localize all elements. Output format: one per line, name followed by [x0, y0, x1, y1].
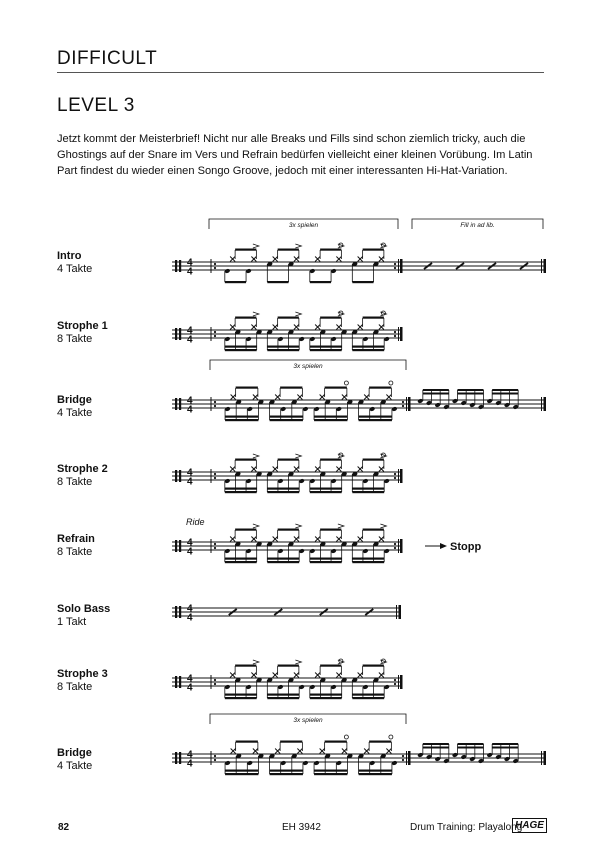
accent-mark — [253, 312, 259, 316]
intro-paragraph: Jetzt kommt der Meisterbrief! Nicht nur alle Breaks und Fills sind schon ziemlich tricky, auch die Ghostings auf der Snare im Vers und Refrain bedürfen vielleicht einer kleinen Vorübung. Im Latin Part findest du wieder einen Songo Groove, jedoch mit einer interessanten Hi-Hat-Variation. — [57, 133, 533, 177]
beam — [352, 694, 384, 696]
barline-thick — [400, 539, 403, 553]
barline-thick — [544, 397, 547, 411]
beam — [310, 488, 342, 490]
repeat-dot — [214, 473, 216, 475]
ride-label: Ride — [186, 517, 205, 527]
notation-row — [172, 360, 546, 421]
beam — [267, 488, 299, 490]
beam — [236, 387, 258, 389]
beam — [492, 747, 518, 749]
beam — [225, 558, 257, 560]
beam — [267, 694, 299, 696]
beam — [352, 561, 384, 563]
beam — [369, 387, 391, 389]
accent-mark — [295, 244, 301, 248]
repeat-dot — [394, 331, 396, 333]
time-signature-bottom: 4 — [187, 546, 193, 558]
beam — [267, 491, 299, 493]
beam — [280, 741, 302, 743]
beam — [363, 459, 384, 461]
catalog-code: EH 3942 — [282, 822, 321, 833]
beam — [352, 281, 373, 283]
time-signature-top: 4 — [187, 467, 193, 479]
beam — [352, 349, 384, 351]
repeat-dot — [214, 477, 216, 479]
repeat-dot — [394, 543, 396, 545]
section-name: Strophe 2 — [57, 463, 108, 475]
repeat-dot — [394, 477, 396, 479]
beam — [235, 665, 256, 667]
beam — [278, 249, 299, 251]
beam — [235, 529, 256, 531]
beam — [325, 741, 347, 743]
beam — [310, 561, 342, 563]
bracket-label: 3x spielen — [293, 363, 323, 370]
beam — [359, 416, 392, 418]
beam — [359, 770, 392, 772]
accent-mark — [253, 244, 259, 248]
time-signature-bottom: 4 — [187, 334, 193, 346]
beam — [314, 773, 347, 775]
publisher-logo: HAGE — [512, 818, 547, 833]
beam — [320, 317, 341, 319]
stopp-label: Stopp — [450, 541, 482, 553]
level-title: LEVEL 3 — [57, 95, 135, 116]
bracket-label: 3x spielen — [288, 222, 319, 229]
beam — [369, 741, 391, 743]
beam — [492, 743, 518, 745]
notation-row — [172, 604, 401, 624]
beam — [352, 697, 384, 699]
beam — [310, 694, 342, 696]
section-title: DIFFICULT — [57, 48, 158, 69]
section-bar-count: 8 Takte — [57, 546, 93, 558]
time-signature-bottom: 4 — [187, 682, 193, 694]
repeat-dot — [214, 331, 216, 333]
beam — [314, 419, 347, 421]
repeat-dot — [394, 679, 396, 681]
page-number: 82 — [58, 822, 70, 833]
repeat-dot — [214, 547, 216, 549]
beam — [310, 281, 331, 283]
beam — [310, 697, 342, 699]
section-bar-count: 8 Takte — [57, 476, 93, 488]
beam — [359, 773, 392, 775]
beam — [458, 747, 484, 749]
section-bar-count: 4 Takte — [57, 263, 93, 275]
repeat-dot — [402, 401, 404, 403]
beam — [225, 488, 257, 490]
beam — [225, 349, 257, 351]
beam — [225, 491, 257, 493]
time-signature-bottom: 4 — [187, 404, 193, 416]
beam — [225, 770, 258, 772]
beam — [423, 389, 449, 391]
beam — [320, 665, 341, 667]
beam — [278, 317, 299, 319]
beam — [363, 249, 384, 251]
beam — [225, 281, 246, 283]
beam — [492, 393, 518, 395]
beam — [235, 317, 256, 319]
repeat-dot — [214, 543, 216, 545]
section-name: Solo Bass — [57, 603, 111, 615]
time-signature-bottom: 4 — [187, 758, 193, 770]
section-bar-count: 1 Takt — [57, 616, 87, 628]
accent-mark — [253, 660, 259, 664]
time-signature-top: 4 — [187, 749, 193, 761]
repeat-dot — [214, 335, 216, 337]
beam — [267, 281, 288, 283]
repeat-dot — [214, 405, 216, 407]
time-signature-top: 4 — [187, 537, 193, 549]
arrow-head — [440, 543, 447, 549]
beam — [310, 558, 342, 560]
barline-thick — [400, 469, 403, 483]
beam — [352, 346, 384, 348]
repeat-dot — [394, 335, 396, 337]
beam — [278, 459, 299, 461]
beam — [225, 416, 258, 418]
repeat-dot — [394, 547, 396, 549]
beam — [423, 747, 449, 749]
repeat-dot — [214, 401, 216, 403]
time-signature-top: 4 — [187, 257, 193, 269]
open-hihat-mark — [389, 381, 393, 385]
beam — [352, 488, 384, 490]
time-signature-top: 4 — [187, 325, 193, 337]
barline-thick — [400, 675, 403, 689]
accent-mark — [380, 524, 386, 528]
beam — [314, 770, 347, 772]
beam — [270, 416, 303, 418]
open-hihat-mark — [344, 381, 348, 385]
accent-mark — [295, 312, 301, 316]
notation-row — [172, 219, 546, 283]
time-signature-bottom: 4 — [187, 266, 193, 278]
beam — [278, 529, 299, 531]
beam — [278, 665, 299, 667]
beam — [235, 249, 256, 251]
beam — [267, 346, 299, 348]
section-name: Refrain — [57, 533, 95, 545]
accent-mark — [295, 660, 301, 664]
beam — [314, 416, 347, 418]
repeat-dot — [394, 473, 396, 475]
beam — [458, 389, 484, 391]
beam — [270, 770, 303, 772]
accent-mark — [295, 454, 301, 458]
beam — [267, 561, 299, 563]
barline-thick — [544, 259, 547, 273]
beam — [423, 743, 449, 745]
beam — [458, 743, 484, 745]
repeat-dot — [214, 683, 216, 685]
beam — [235, 459, 256, 461]
section-bar-count: 8 Takte — [57, 681, 93, 693]
beam — [267, 697, 299, 699]
beam — [310, 349, 342, 351]
beam — [363, 665, 384, 667]
accent-mark — [253, 454, 259, 458]
repeat-dot — [394, 683, 396, 685]
beam — [225, 561, 257, 563]
repeat-dot — [394, 267, 396, 269]
bracket-label: Fill in ad lib. — [460, 222, 495, 229]
time-signature-top: 4 — [187, 603, 193, 615]
beam — [270, 773, 303, 775]
beam — [320, 529, 341, 531]
open-hihat-mark — [389, 735, 393, 739]
barline-thick — [399, 605, 402, 619]
notation-row — [172, 714, 546, 775]
repeat-dot — [402, 405, 404, 407]
beam — [267, 349, 299, 351]
beam — [267, 558, 299, 560]
section-name: Bridge — [57, 394, 92, 406]
beam — [363, 529, 384, 531]
section-bar-count: 4 Takte — [57, 760, 93, 772]
section-bar-count: 8 Takte — [57, 333, 93, 345]
notation-row — [172, 453, 403, 493]
repeat-dot — [402, 759, 404, 761]
accent-mark — [338, 524, 344, 528]
open-hihat-mark — [344, 735, 348, 739]
time-signature-bottom: 4 — [187, 476, 193, 488]
beam — [236, 741, 258, 743]
section-name: Strophe 1 — [57, 320, 108, 332]
beam — [352, 491, 384, 493]
repeat-dot — [214, 759, 216, 761]
beam — [352, 558, 384, 560]
time-signature-top: 4 — [187, 673, 193, 685]
repeat-dot — [214, 263, 216, 265]
beam — [492, 389, 518, 391]
repeat-dot — [402, 755, 404, 757]
barline-thick — [408, 397, 411, 411]
beam — [320, 459, 341, 461]
beam — [310, 491, 342, 493]
beam — [270, 419, 303, 421]
notation-row — [172, 517, 481, 563]
section-name: Intro — [57, 250, 82, 262]
barline-thick — [400, 327, 403, 341]
beam — [423, 393, 449, 395]
beam — [363, 317, 384, 319]
beam — [325, 387, 347, 389]
repeat-dot — [394, 263, 396, 265]
beam — [320, 249, 341, 251]
barline-thick — [400, 259, 403, 273]
repeat-dot — [214, 267, 216, 269]
time-signature-top: 4 — [187, 395, 193, 407]
beam — [225, 697, 257, 699]
repeat-dot — [214, 755, 216, 757]
beam — [458, 393, 484, 395]
book-title: Drum Training: Playalong — [410, 822, 523, 833]
time-signature-bottom: 4 — [187, 612, 193, 624]
notation-row — [172, 659, 403, 699]
section-name: Strophe 3 — [57, 668, 108, 680]
notation-row — [172, 311, 403, 351]
repeat-dot — [214, 679, 216, 681]
section-name: Bridge — [57, 747, 92, 759]
barline-thick — [408, 751, 411, 765]
beam — [225, 773, 258, 775]
beam — [225, 694, 257, 696]
accent-mark — [253, 524, 259, 528]
accent-mark — [295, 524, 301, 528]
beam — [225, 346, 257, 348]
beam — [359, 419, 392, 421]
section-bar-count: 4 Takte — [57, 407, 93, 419]
bracket-label: 3x spielen — [293, 717, 323, 724]
beam — [225, 419, 258, 421]
beam — [310, 346, 342, 348]
beam — [280, 387, 302, 389]
barline-thick — [544, 751, 547, 765]
